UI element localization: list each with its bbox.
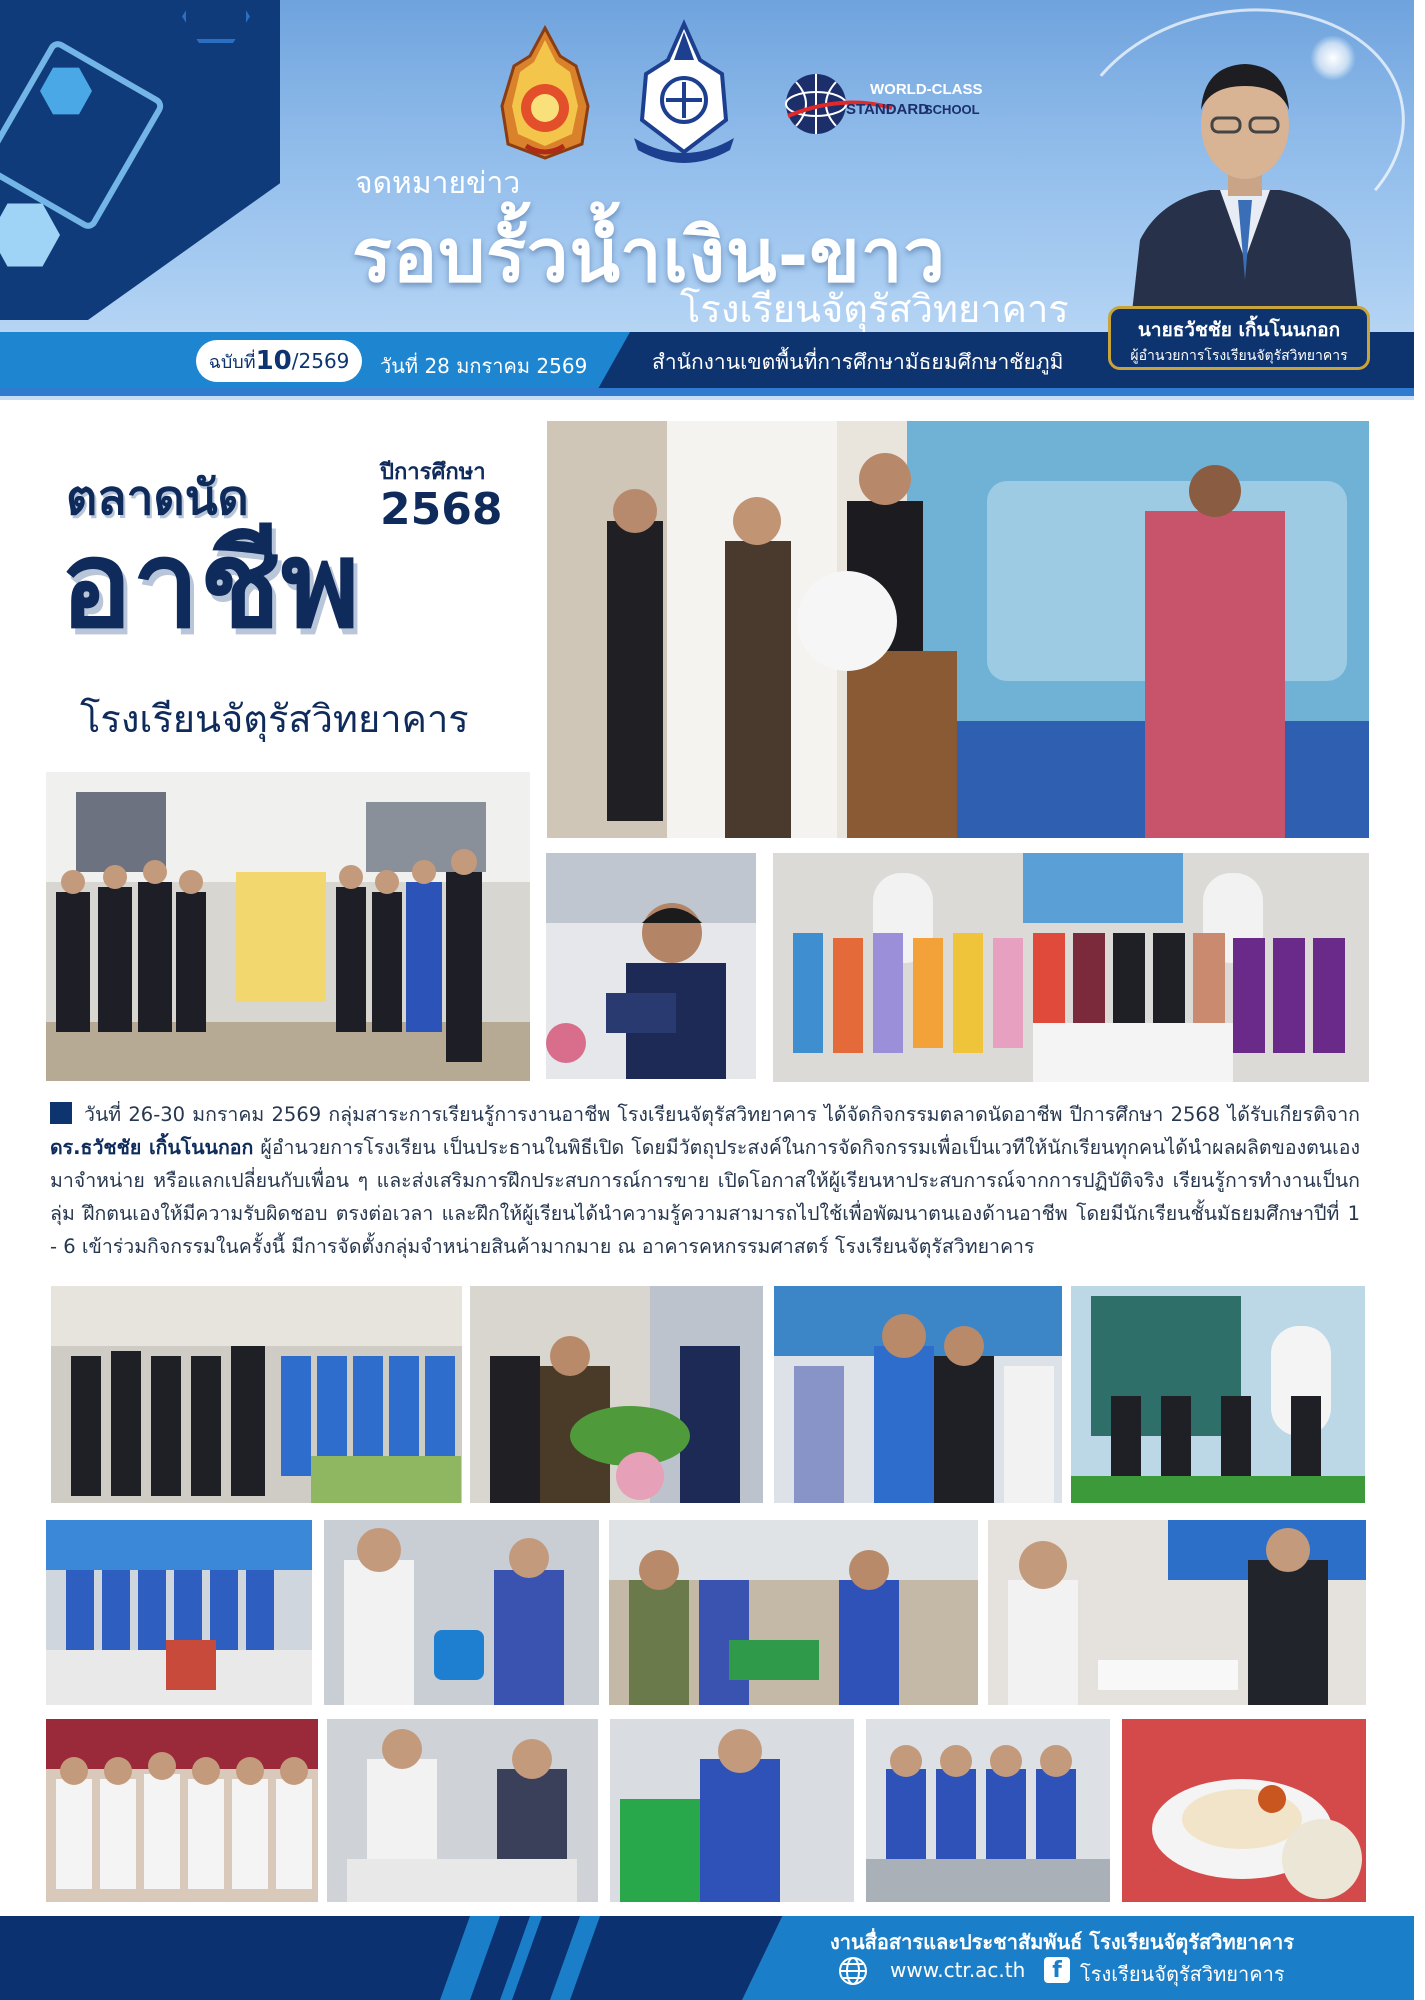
activity-photo-green-bin — [610, 1719, 854, 1902]
logo-text: STANDARD — [846, 101, 930, 118]
globe-icon — [838, 1956, 868, 1986]
director-name: นายธวัชชัย เกิ้นโนนกอก — [1137, 319, 1341, 341]
logo-text: SCHOOL — [924, 102, 980, 117]
activity-photo-thumbs-up — [774, 1286, 1062, 1503]
education-office: สำนักงานเขตพื้นที่การศึกษามัธยมศึกษาชัยภูมิ — [652, 350, 1064, 374]
issue-date: วันที่ 28 มกราคม 2569 — [380, 354, 588, 378]
group-photo-booth — [46, 772, 530, 1081]
director-portrait — [1120, 30, 1370, 330]
article-text: ผู้อำนวยการโรงเรียน เป็นประธานในพิธีเปิด โดยมีวัตถุประสงค์ในการจัดกิจกรรมเพื่อเป็นเวทีให้นักเรียนทุกคนได้นำผลผลิตของตนเองมาจำหน่าย หรือแลกเปลี่ยนกับเพื่อน ๆ และส่งเสริมการฝึกประสบการณ์การขาย เปิดโอกาสให้ผู้เรียนหาประสบการณ์จากการปฏิบัติจริง เรียนรู้การทำงานเป็นกลุ่ม ฝึกตนเองให้มีความรับผิดชอบ ตรงต่อเวลา และฝึกให้ผู้เรียนได้นำความรู้ความสามารถไปใช้เพื่อพัฒนาตนเองด้านอาชีพ โดยมีนักเรียนชั้นมัธยมศึกษาปีที่ 1 - 6 เข้าร่วมกิจกรรมในครั้งนี้ มีการจัดตั้งกลุ่มจำหน่ายสินค้ามากมาย ณ อาคารคหกรรมศาสตร์ โรงเรียนจัตุรัสวิทยาคาร — [50, 1136, 1361, 1258]
facebook-page-link[interactable]: โรงเรียนจัตุรัสวิทยาคาร — [1080, 1962, 1285, 1986]
issue-number: 10 — [255, 346, 292, 376]
footer-stripes — [430, 1916, 730, 2000]
article-lead: วันที่ 26-30 มกราคม 2569 กลุ่มสาระการเรียนรู้การงานอาชีพ โรงเรียนจัตุรัสวิทยาคาร ได้จัดกิจกรรมตลาดนัดอาชีพ ปีการศึกษา 2568 ได้รับเกียรติจาก — [84, 1103, 1360, 1126]
activity-photo-drink-cooler — [324, 1520, 599, 1705]
headline-market: ตลาดนัด — [66, 470, 249, 526]
header-band-accent — [0, 388, 1414, 396]
school-crest-logo — [626, 20, 742, 162]
headline-school: โรงเรียนจัตุรัสวิทยาคาร — [80, 697, 469, 741]
opening-ceremony-photo — [547, 421, 1369, 838]
director-nameplate — [1108, 306, 1370, 370]
activity-photo-dessert — [1122, 1719, 1366, 1902]
activity-photo-drinks-prep — [327, 1719, 598, 1902]
activity-photo-grill — [609, 1520, 978, 1705]
school-name: โรงเรียนจัตุรัสวิทยาคาร — [680, 287, 1069, 331]
ministry-emblem-logo — [496, 26, 594, 160]
newsletter-kicker: จดหมายข่าว — [355, 166, 521, 201]
footer-title: งานสื่อสารและประชาสัมพันธ์ โรงเรียนจัตุรัสวิทยาคาร — [830, 1930, 1294, 1954]
activity-photo-students-group — [46, 1719, 318, 1902]
activity-photo-food-stall — [46, 1520, 312, 1705]
article-bullet — [50, 1102, 72, 1124]
facebook-icon[interactable]: f — [1044, 1957, 1070, 1983]
student-speech-photo — [546, 853, 756, 1079]
headline-year-label: ปีการศึกษา — [380, 460, 486, 485]
activity-photo-vegetables — [470, 1286, 763, 1503]
article-director-name: ดร.ธวัชชัย เกิ้นโนนกอก — [50, 1136, 254, 1159]
world-class-standard-school-logo — [782, 64, 983, 144]
logo-text: WORLD-CLASS — [870, 81, 983, 98]
article-body — [50, 1098, 1360, 1263]
activity-photo-cooking-pots — [866, 1719, 1110, 1902]
director-role: ผู้อำนวยการโรงเรียนจัตุรัสวิทยาคาร — [1130, 348, 1348, 364]
activity-photo-group-baskets — [51, 1286, 462, 1503]
issue-year: /2569 — [291, 349, 350, 373]
issue-prefix: ฉบับที่ — [208, 351, 256, 373]
headline-career: อาชีพ — [60, 516, 360, 655]
headline-year: 2568 — [380, 484, 503, 535]
activity-photo-band — [1071, 1286, 1365, 1503]
website-link[interactable]: www.ctr.ac.th — [890, 1958, 1026, 1982]
dance-performance-photo — [773, 853, 1369, 1082]
activity-photo-serving — [988, 1520, 1366, 1705]
issue-number-badge — [196, 340, 362, 382]
newsletter-title: รอบรั้วน้ำเงิน-ขาว — [352, 213, 947, 299]
